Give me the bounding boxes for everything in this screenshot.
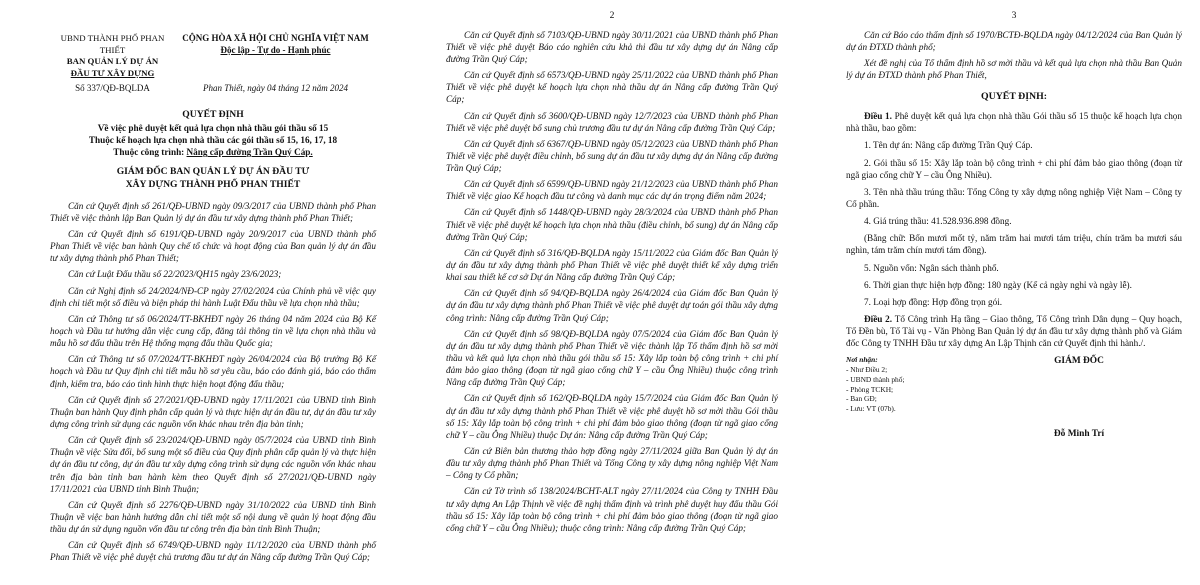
legal-basis: Căn cứ Nghị định số 24/2024/NĐ-CP ngày 27/02/2024 của Chính phủ về việc quy định chi tiết một số điều và biện pháp thi hành Luật Đấu thầu về lựa chọn nhà thầu; bbox=[50, 285, 376, 308]
legal-basis: Căn cứ Quyết định số 23/2024/QĐ-UBND ngày 05/7/2024 của UBND tỉnh Bình Thuận về việc Sửa đổi, bổ sung một số điều của Quy định phân cấp quản lý và thực hiện dự án đầu tư công, dự án đầu tư xây dựng công trình sử dụng các nguồn vốn khác nhau trên địa bàn tỉnh ban hành kèm theo Quyết định số 27/2021/QĐ-UBND ngày 17/11/2021 của UBND tỉnh Bình Thuận; bbox=[50, 435, 376, 494]
legal-basis: Căn cứ Biên bản thương thảo hợp đồng ngày 27/11/2024 giữa Ban Quản lý dự án đầu tư xây dựng thành phố Phan Thiết và Tổng Công ty xây dựng nông nghiệp Việt Nam – Công ty Cổ phần; bbox=[446, 446, 778, 481]
legal-basis: Căn cứ Quyết định số 3600/QĐ-UBND ngày 12/7/2023 của UBND thành phố Phan Thiết về việc phê duyệt bổ sung chủ trương đầu tư dự án Nâng cấp đường Trần Quý Cáp; bbox=[446, 110, 778, 133]
recipient-item: - Lưu: VT (07b). bbox=[846, 404, 896, 414]
legal-basis: Căn cứ Quyết định số 6367/QĐ-UBND ngày 05/12/2023 của UBND thành phố Phan Thiết về việc phê duyệt điều chỉnh, bổ sung dự án đầu tư xây dựng dự án Nâng cấp đường Trần Quý Cáp; bbox=[446, 138, 778, 174]
number-date-row bbox=[50, 83, 376, 95]
article-item: 4. Giá trúng thầu: 41.528.936.898 đồng. bbox=[864, 216, 1012, 227]
legal-basis: Căn cứ Quyết định số 316/QĐ-BQLDA ngày 15/11/2022 của Giám đốc Ban Quản lý dự án đầu tư xây dựng thành phố Phan Thiết về việc phê duyệt thiết kế xây dựng triển khai sau thiết kế cơ sở Dự án Nâng cấp đường Trần Quý Cáp; bbox=[446, 247, 778, 283]
agency-line-1: UBND THÀNH PHỐ PHAN THIẾT bbox=[60, 33, 165, 55]
legal-basis: Căn cứ Quyết định số 261/QĐ-UBND ngày 09/3/2017 của UBND thành phố Phan Thiết về việc thành lập Ban Quản lý dự án đầu tư xây dựng thành phố Phan Thiết; bbox=[50, 200, 376, 223]
nation-title: CỘNG HÒA XÃ HỘI CHỦ NGHĨA VIỆT NAM bbox=[182, 33, 369, 43]
legal-basis: Xét đề nghị của Tổ thẩm định hồ sơ mời thầu và kết quả lựa chọn nhà thầu Ban Quản lý dự án ĐTXD thành phố Phan Thiết, bbox=[846, 57, 1182, 81]
legal-basis: Căn cứ Tờ trình số 138/2024/BCHT-ALT ngày 27/11/2024 của Công ty TNHH Đầu tư xây dựng An Lập Thịnh về việc đề nghị thẩm định và trình phê duyệt huy đấu thầu Gói thầu số 15: Xây lắp toàn bộ công trình + chi phí đảm bảo giao thông (đoạn từ ngã giao cống chữ Y – cầu Ông Nhiều); thuộc công trình: Nâng cấp đường Trần Quý Cáp; bbox=[446, 486, 778, 533]
subject-line-1: Về việc phê duyệt kết quả lựa chọn nhà thầu gói thầu số 15 bbox=[97, 122, 329, 133]
article-item: 6. Thời gian thực hiện hợp đồng: 180 ngày (Kể cả ngày nghỉ và ngày lễ). bbox=[864, 279, 1132, 290]
document-header bbox=[50, 33, 376, 79]
decision-heading: QUYẾT ĐỊNH: bbox=[981, 91, 1047, 103]
page-number: 2 bbox=[609, 10, 615, 21]
subject-line-3-prefix: Thuộc công trình: bbox=[113, 147, 187, 158]
recipient-item: - Phòng TCKH; bbox=[846, 384, 894, 394]
legal-basis: Căn cứ Luật Đấu thầu số 22/2023/QH15 ngày 23/6/2023; bbox=[68, 269, 282, 280]
agency-line-3: ĐẦU TƯ XÂY DỰNG bbox=[70, 67, 155, 78]
motto: Độc lập - Tự do - Hạnh phúc bbox=[220, 44, 331, 55]
article-label: Điều 1. bbox=[864, 111, 892, 122]
article-item: 7. Loại hợp đồng: Hợp đồng trọn gói. bbox=[864, 296, 1003, 307]
legal-basis: Căn cứ Quyết định số 98/QĐ-BQLDA ngày 07/5/2024 của Giám đốc Ban Quản lý dự án đầu tư xây dựng thành phố Phan Thiết về việc thành lập Tổ thẩm định hồ sơ mời thầu và kết quả lựa chọn nhà thầu gói thầu số 15: Xây lắp toàn bộ công trình + chi phí đảm bảo giao thông (đoạn từ ngã giao cống chữ Y – cầu Ông Nhiều) thuộc công trình Nâng cấp đường Trần Quý Cáp; bbox=[446, 328, 778, 388]
recipient-item: - Ban GĐ; bbox=[846, 394, 877, 404]
legal-basis: Căn cứ Quyết định số 2276/QĐ-UBND ngày 31/10/2022 của UBND tỉnh Bình Thuận về việc ban hành hướng dẫn chi tiết một số nội dung về quản lý hoạt động đầu thầu dự án sử dụng nguồn vốn đầu tư công trên địa bàn tỉnh Bình Thuận; bbox=[50, 499, 376, 535]
article-1 bbox=[846, 110, 1182, 134]
bases-list-1 bbox=[50, 200, 376, 564]
bases-list-2 bbox=[446, 29, 778, 534]
nation-block bbox=[175, 33, 376, 79]
article-label: Điều 2. bbox=[864, 313, 893, 324]
legal-basis: Căn cứ Báo cáo thẩm định số 1970/BCTĐ-BQLDA ngày 04/12/2024 của Ban Quản lý dự án ĐTXD thành phố; bbox=[846, 29, 1182, 52]
article-text: Tổ Công trình Hạ tầng – Giao thông, Tổ Công trình Dân dụng – Quy hoạch, Tổ Đền bù, Tổ Tài vụ - Văn Phòng Ban Quản lý dự án đầu tư xây dựng thành phố và Giám đốc Công ty TNHH Đầu tư xây dựng An Lập Thịnh căn cứ Quyết định thi hành./. bbox=[846, 313, 1182, 349]
signer-name: Đỗ Minh Trí bbox=[1053, 428, 1105, 439]
article-item: 1. Tên dự án: Nâng cấp đường Trần Quý Cáp. bbox=[864, 140, 1033, 151]
authority-line-1: GIÁM ĐỐC BAN QUẢN LÝ DỰ ÁN ĐẦU TƯ bbox=[116, 166, 310, 178]
legal-basis: Căn cứ Quyết định số 6599/QĐ-UBND ngày 21/12/2023 của UBND thành phố Phan Thiết về việc giao Kế hoạch đầu tư công và danh mục các dự án trọng điểm năm 2024; bbox=[446, 179, 778, 202]
legal-basis: Căn cứ Quyết định số 6749/QĐ-UBND ngày 11/12/2020 của UBND thành phố Phan Thiết về việc phê duyệt chủ trương đầu tư dự án Nâng cấp đường Trần Quý Cáp; bbox=[50, 540, 376, 563]
doc-number: Số 337/QĐ-BQLDA bbox=[75, 83, 150, 94]
page-2 bbox=[404, 0, 800, 585]
legal-basis: Căn cứ Quyết định số 27/2021/QĐ-UBND ngày 17/11/2021 của UBND tỉnh Bình Thuận ban hành Quy định phân cấp quản lý và thực hiện dự án đầu tư, dự án đầu tư xây dựng công trình sử dụng các nguồn vốn khác nhau trên địa bàn tỉnh; bbox=[50, 394, 376, 429]
page-1 bbox=[0, 0, 396, 585]
articles-list bbox=[846, 110, 1182, 349]
page-number: 3 bbox=[1011, 10, 1017, 21]
authority-block bbox=[50, 166, 376, 191]
document-title: QUYẾT ĐỊNH bbox=[182, 109, 244, 121]
signature-block bbox=[846, 355, 1182, 440]
legal-basis: Căn cứ Quyết định số 94/QĐ-BQLDA ngày 26/4/2024 của Giám đốc Ban Quản lý dự án đầu tư xây dựng thành phố Phan Thiết về việc phê duyệt dự toán gói thầu xây dựng công trình: Nâng cấp đường Trần Quý Cáp; bbox=[446, 288, 778, 323]
subject-line-2: Thuộc kế hoạch lựa chọn nhà thầu các gói thầu số 15, 16, 17, 18 bbox=[88, 135, 338, 146]
article-item-in-words: (Bằng chữ: Bốn mươi mốt tỷ, năm trăm hai mươi tám triệu, chín trăm ba mươi sáu nghìn, tám trăm chín mươi tám đồng). bbox=[846, 233, 1182, 256]
recipients-label: Nơi nhận: bbox=[846, 355, 878, 365]
agency-line-2: BAN QUẢN LÝ DỰ ÁN bbox=[66, 56, 159, 67]
recipient-item: - Như Điều 2; bbox=[846, 365, 888, 375]
page-3 bbox=[806, 0, 1200, 585]
legal-basis: Căn cứ Thông tư số 06/2024/TT-BKHĐT ngày 26 tháng 04 năm 2024 của Bộ Kế hoạch và Đầu tư hướng dẫn việc cung cấp, đăng tải thông tin về lựa chọn nhà thầu và mẫu hồ sơ đấu thầu trên Hệ thống mạng đấu thầu Quốc gia; bbox=[50, 313, 376, 349]
article-item: 5. Nguồn vốn: Ngân sách thành phố. bbox=[864, 262, 999, 273]
subject-line-3 bbox=[50, 146, 376, 158]
legal-basis: Căn cứ Quyết định số 162/QĐ-BQLDA ngày 15/7/2024 của Giám đốc Ban Quản lý dự án đầu tư xây dựng thành phố Phan Thiết về việc phê duyệt hồ sơ mời thầu Gói thầu số 15: Xây lắp toàn bộ công trình + chi phí đảm bảo giao thông (đoạn từ ngã giao cống chữ Y – cầu Ông Nhiều) thuộc Dự án: Nâng cấp đường Trần Quý Cáp; bbox=[446, 393, 778, 440]
legal-basis: Căn cứ Quyết định số 1448/QĐ-UBND ngày 28/3/2024 của UBND thành phố Phan Thiết về việc phê duyệt kế hoạch lựa chọn nhà thầu (điều chỉnh, bổ sung) dự án Nâng cấp đường Trần Quý Cáp; bbox=[446, 207, 778, 242]
legal-basis: Căn cứ Thông tư số 07/2024/TT-BKHĐT ngày 26/04/2024 của Bộ trưởng Bộ Kế hoạch và Đầu tư Quy định chi tiết mẫu hồ sơ yêu cầu, báo cáo đánh giá, báo cáo thẩm định, kiểm tra, báo cáo tình hình thực hiện hoạt động đấu thầu; bbox=[50, 354, 376, 389]
article-text: Phê duyệt kết quả lựa chọn nhà thầu Gói thầu số 15 thuộc kế hoạch lựa chọn nhà thầu, bao gồm: bbox=[846, 111, 1182, 134]
article-item: 2. Gói thầu số 15: Xây lắp toàn bộ công trình + chi phí đảm bảo giao thông (đoạn từ ngã giao cống chữ Y – cầu Ông Nhiều). bbox=[846, 157, 1182, 180]
recipients-block bbox=[846, 355, 976, 440]
signer-block bbox=[976, 355, 1182, 440]
article-item: 3. Tên nhà thầu trúng thầu: Tổng Công ty xây dựng nông nghiệp Việt Nam – Công ty Cổ phần. bbox=[846, 186, 1182, 209]
legal-basis: Căn cứ Quyết định số 6573/QĐ-UBND ngày 25/11/2022 của UBND thành phố Phan Thiết về việc phê duyệt kế hoạch lựa chọn nhà thầu dự án Nâng cấp đường Trần Quý Cáp; bbox=[446, 70, 778, 105]
article-2 bbox=[846, 313, 1182, 349]
project-name: Nâng cấp đường Trần Quý Cáp. bbox=[186, 147, 313, 158]
legal-basis: Căn cứ Quyết định số 6191/QĐ-UBND ngày 20/9/2017 của UBND thành phố Phan Thiết về việc ban hành Quy chế tổ chức và hoạt động của Ban quản lý dự án đầu tư xây dựng thành phố Phan Thiết; bbox=[50, 228, 376, 264]
signer-title: GIÁM ĐỐC bbox=[1054, 356, 1104, 367]
authority-line-2: XÂY DỰNG THÀNH PHỐ PHAN THIẾT bbox=[125, 179, 301, 191]
legal-basis: Căn cứ Quyết định số 7103/QĐ-UBND ngày 30/11/2021 của UBND thành phố Phan Thiết về việc phê duyệt Báo cáo nghiên cứu khả thi đầu tư xây dựng dự án Nâng cấp đường Trần Quý Cáp; bbox=[446, 29, 778, 64]
place-date: Phan Thiết, ngày 04 tháng 12 năm 2024 bbox=[203, 83, 348, 94]
agency-block bbox=[50, 33, 175, 79]
recipient-item: - UBND thành phố; bbox=[846, 374, 905, 384]
